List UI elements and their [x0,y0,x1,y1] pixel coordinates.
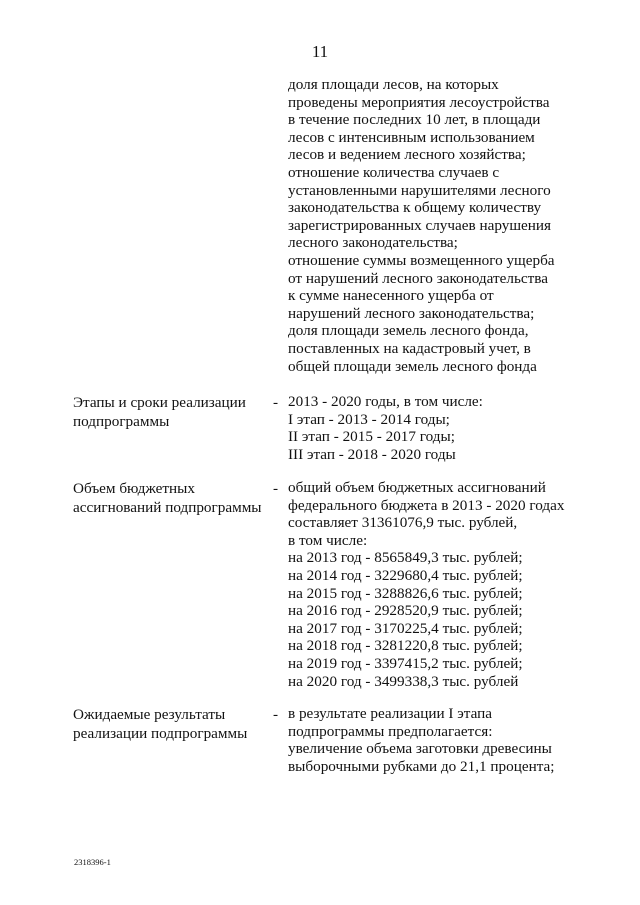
document-number: 2318396-1 [74,857,111,867]
page-number: 11 [311,42,329,61]
row-label: Объем бюджетных ассигнований подпрограммы [73,480,262,516]
row-dash: - [273,706,279,723]
row-dash: - [273,480,279,497]
row-label: Этапы и сроки реализации подпрограммы [73,394,246,430]
row-dash: - [273,394,279,411]
row-content: общий объем бюджетных ассигнований федерального бюджета в 2013 - 2020 годах составляет 31361076,9 тыс. рублей, в том числе: на 2013 год - 8565849,3 тыс. рублей; на 2014 год - 3229680,4 тыс. рублей; на 2015 год - 3288826,6 тыс. рублей; на 2016 год - 2928520,9 тыс. рублей; на 2017 год - 3170225,4 тыс. рублей; на 2018 год - 3281220,8 тыс. рублей; на 2019 год - 3397415,2 тыс. рублей; на 2020 год - 3499338,3 тыс. рублей [288,479,565,690]
intro-text: доля площади лесов, на которых проведены мероприятия лесоустройства в течение последних 10 лет, в площади лесов с интенсивным использованием лесов и ведением лесного хозяйства; отношение количества случаев с установленными нарушителями лесного законодательства к общему количеству зарегистрированных случаев нарушения лесного законодательства; отношение суммы возмещенного ущерба от нарушений лесного законодательства к сумме нанесенного ущерба от нарушений лесного законодательства; доля площади земель лесного фонда, поставленных на кадастровый учет, в общей площади земель лесного фонда [288,76,555,375]
row-content: в результате реализации I этапа подпрограммы предполагается: увеличение объема заготовки древесины выборочными рубками до 21,1 процента; [288,705,555,775]
row-label: Ожидаемые результаты реализации подпрограммы [73,706,248,742]
row-content: 2013 - 2020 годы, в том числе: I этап - 2013 - 2014 годы; II этап - 2015 - 2017 годы; III этап - 2018 - 2020 годы [288,393,483,463]
